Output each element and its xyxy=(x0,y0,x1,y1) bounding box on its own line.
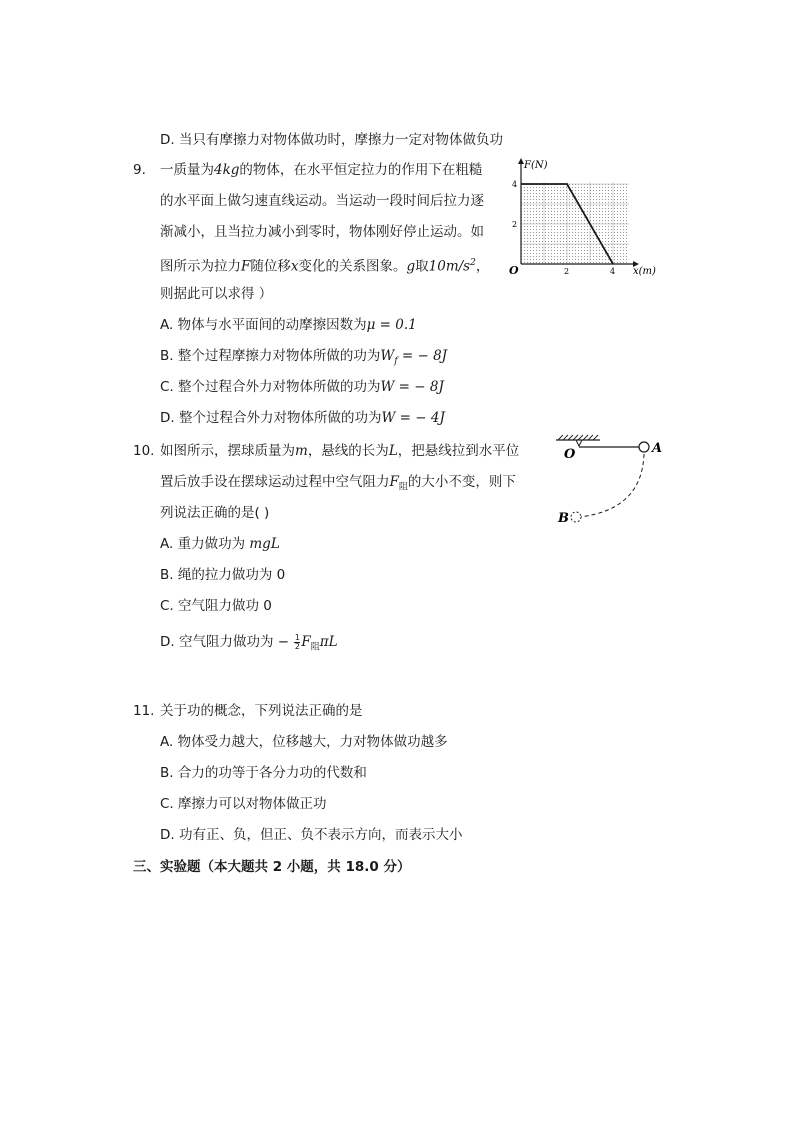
q9-var-x: x xyxy=(290,258,299,275)
q11-option-d: D. 功有正、负，但正、负不表示方向，而表示大小 xyxy=(160,827,463,843)
x-tick-label: 4 xyxy=(610,267,616,276)
q9-option-b xyxy=(160,346,447,372)
q10-stem-line1 xyxy=(160,441,519,461)
q9-stem-text: 变化的关系图象。 xyxy=(298,258,407,275)
q10-option-d xyxy=(160,632,338,658)
q9-stem-line4 xyxy=(160,253,489,277)
fraction-numerator: 1 xyxy=(294,632,300,642)
q9-stem-text: ， xyxy=(475,258,490,275)
q9-option-a-text: A. 物体与水平面间的动摩擦因数为 xyxy=(160,317,367,333)
q10-option-d-tail: πL xyxy=(319,634,338,650)
q9-option-b-sub: f xyxy=(394,356,398,367)
x-axis-label: x(m) xyxy=(633,266,656,277)
q9-option-b-w: W xyxy=(380,348,395,364)
q10-var-m: m xyxy=(295,443,308,459)
y-tick-label: 4 xyxy=(512,180,518,189)
q10-option-c: C. 空气阻力做功 0 xyxy=(160,598,272,614)
q10-stem-text: ，把悬线拉到水平位 xyxy=(397,443,520,459)
section-3-header: 三、实验题（本大题共 2 小题，共 18.0 分） xyxy=(133,859,411,875)
q9-option-a-eq: μ = 0.1 xyxy=(366,317,417,333)
label-a: A xyxy=(652,441,663,456)
q11-option-c: C. 摩擦力可以对物体做正功 xyxy=(160,796,327,812)
q10-var-l: L xyxy=(388,443,398,459)
q10-option-d-f: F xyxy=(301,634,311,650)
q10-stem-line2 xyxy=(160,472,516,498)
q10-option-d-sub: 阻 xyxy=(310,642,320,653)
q8-option-d: D. 当只有摩擦力对物体做功时，摩擦力一定对物体做负功 xyxy=(160,132,503,148)
q9-g-value: 10m/s xyxy=(428,258,471,275)
q10-var-f: F xyxy=(389,474,399,490)
q10-option-a-eq: mgL xyxy=(249,536,280,552)
q9-stem-text: 取 xyxy=(415,258,429,275)
q9-mass: 4kg xyxy=(214,162,240,178)
q10-stem-text: 置后放手设在摆球运动过程中空气阻力 xyxy=(160,474,390,490)
q11-number: 11. xyxy=(133,703,155,719)
q9-option-b-val: = − 8J xyxy=(397,348,448,364)
q9-var-g: g xyxy=(406,258,416,275)
q9-number: 9. xyxy=(133,162,146,178)
origin-label: O xyxy=(509,264,519,277)
q10-option-a xyxy=(160,534,280,554)
grid-area xyxy=(521,182,629,264)
q9-stem-text: 一质量为 xyxy=(160,162,214,178)
label-o: O xyxy=(564,447,576,462)
q10-stem-text: 的大小不变，则下 xyxy=(407,474,516,490)
swing-arc xyxy=(579,454,644,517)
pendulum-bob-a xyxy=(639,442,649,452)
q9-option-d-eq: W = − 4J xyxy=(381,410,445,426)
q9-stem-line3: 渐减小，且当拉力减小到零时，物体刚好停止运动。如 xyxy=(160,224,484,240)
y-tick-label: 2 xyxy=(512,220,518,229)
x-tick-label: 2 xyxy=(564,267,570,276)
q9-g-exponent: 2 xyxy=(470,258,476,268)
q10-fraction xyxy=(294,634,300,651)
label-b: B xyxy=(558,511,569,526)
q10-number: 10. xyxy=(133,443,155,459)
y-axis-label: F(N) xyxy=(524,160,548,171)
fraction-denominator: 2 xyxy=(294,641,300,651)
q9-var-f: F xyxy=(241,258,251,275)
pendulum-bob-b xyxy=(571,512,581,522)
q10-option-a-text: A. 重力做功为 xyxy=(160,536,250,552)
q11-option-b: B. 合力的功等于各分力功的代数和 xyxy=(160,765,367,781)
q9-option-a xyxy=(160,315,417,335)
q9-option-d-text: D. 整个过程合外力对物体所做的功为 xyxy=(160,410,382,426)
q10-option-d-text: D. 空气阻力做功为 − xyxy=(160,634,294,650)
q10-f-subscript: 阻 xyxy=(398,482,408,493)
q9-stem-text: 随位移 xyxy=(250,258,291,275)
q9-option-c-eq: W = − 8J xyxy=(380,379,444,395)
q9-option-d xyxy=(160,408,445,428)
q9-option-c xyxy=(160,377,444,397)
q9-stem-line5: 则据此可以求得 ） xyxy=(160,286,273,302)
q9-option-c-text: C. 整个过程合外力对物体所做的功为 xyxy=(160,379,381,395)
pivot xyxy=(576,440,582,446)
q10-option-b: B. 绳的拉力做功为 0 xyxy=(160,567,286,583)
ceiling-hatch xyxy=(558,435,598,440)
q9-stem-text: 图所示为拉力 xyxy=(160,258,241,275)
q11-option-a: A. 物体受力越大，位移越大，力对物体做功越多 xyxy=(160,734,448,750)
q10-stem-text: ，悬线的长为 xyxy=(307,443,389,459)
q9-option-b-text: B. 整个过程摩擦力对物体所做的功为 xyxy=(160,348,381,364)
pendulum-diagram xyxy=(550,430,675,530)
q9-stem-line2: 的水平面上做匀速直线运动。当运动一段时间后拉力逐 xyxy=(160,193,484,209)
q10-stem-line3: 列说法正确的是( ) xyxy=(160,505,270,521)
q9-stem-text: 的物体，在水平恒定拉力的作用下在粗糙 xyxy=(239,162,483,178)
q9-stem-line1 xyxy=(160,160,482,180)
q11-stem: 关于功的概念，下列说法正确的是 xyxy=(160,703,363,719)
q10-stem-text: 如图所示，摆球质量为 xyxy=(160,443,295,459)
force-displacement-graph xyxy=(505,150,665,280)
